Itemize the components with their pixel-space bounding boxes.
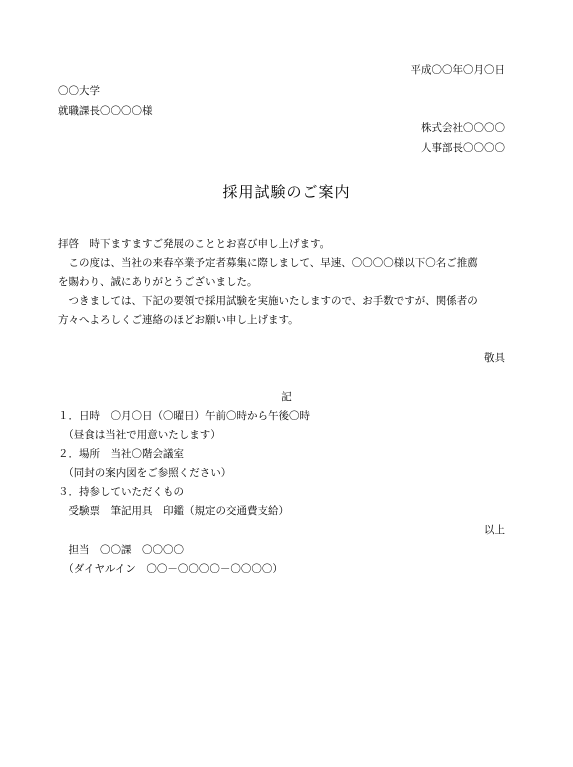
item-2: ２．場所 当社〇階会議室: [58, 448, 184, 460]
item-1: １．日時 〇月〇日（〇曜日）午前〇時から午後〇時: [58, 410, 310, 422]
body-line-1: 拝啓 時下ますますご発展のこととお喜び申し上げます。: [58, 238, 331, 250]
sender-person: 人事部長〇〇〇〇: [421, 142, 505, 154]
body-line-3: を賜わり、誠にありがとうございました。: [58, 276, 258, 288]
item-2-note: （同封の案内図をご参照ください）: [58, 467, 232, 479]
body-line-4: つきましては、下記の要領で採用試験を実施いたしますので、お手数ですが、関係者の: [58, 295, 478, 307]
ki-heading: 記: [281, 391, 292, 403]
closing-ijou: 以上: [484, 524, 505, 536]
sender-company: 株式会社〇〇〇〇: [421, 122, 505, 134]
document-title: 採用試験のご案内: [222, 183, 351, 201]
letter-date: 平成〇〇年〇月〇日: [410, 64, 505, 76]
contact-phone: （ダイヤルイン 〇〇－〇〇〇〇－〇〇〇〇）: [58, 563, 283, 575]
item-1-note: （昼食は当社で用意いたします）: [58, 429, 221, 441]
recipient-university: 〇〇大学: [58, 85, 100, 97]
item-3: ３．持参していただくもの: [58, 486, 184, 498]
body-line-5: 方々へよろしくご連絡のほどお願い申し上げます。: [58, 314, 299, 326]
item-3-detail: 受験票 筆記用具 印鑑（規定の交通費支給）: [58, 505, 289, 517]
recipient-person: 就職課長〇〇〇〇様: [58, 105, 153, 117]
contact-person: 担当 〇〇課 〇〇〇〇: [58, 544, 184, 556]
closing-keigu: 敬具: [484, 352, 505, 364]
body-line-2: この度は、当社の来春卒業予定者募集に際しまして、早速、〇〇〇〇様以下〇名ご推薦: [58, 257, 478, 269]
